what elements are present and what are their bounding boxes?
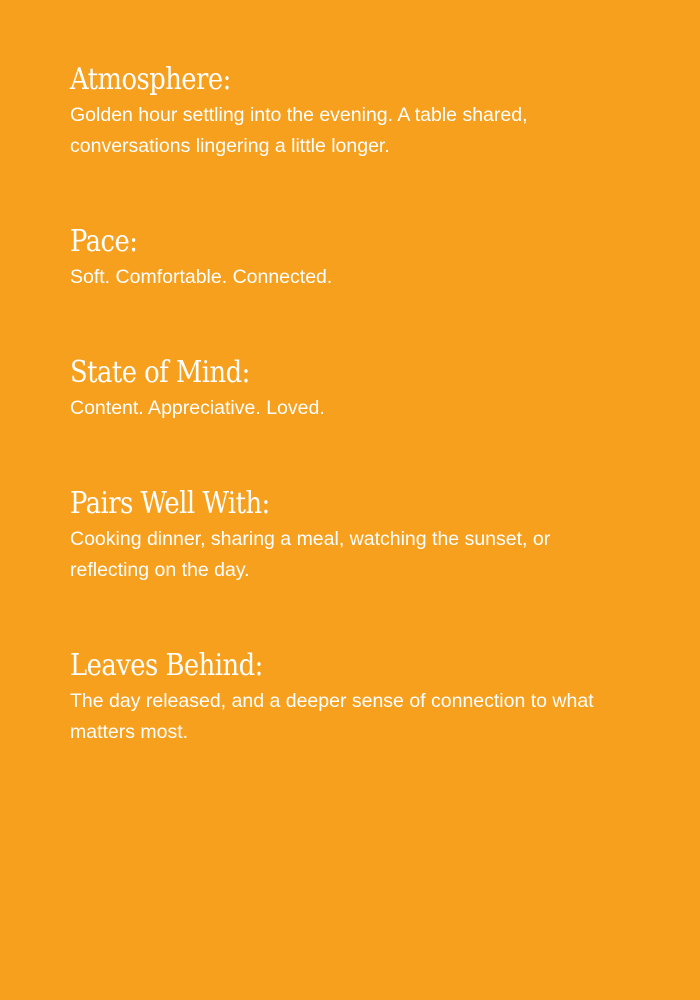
- section-pace: [70, 224, 630, 293]
- section-state-of-mind: [70, 355, 630, 424]
- section-heading: Leaves Behind:: [70, 648, 263, 683]
- section-leaves-behind: [70, 648, 630, 748]
- section-body: The day released, and a deeper sense of connection to what matters most.: [70, 690, 594, 743]
- section-heading: State of Mind:: [70, 355, 250, 390]
- section-body: Soft. Comfortable. Connected.: [70, 266, 333, 288]
- section-body: Cooking dinner, sharing a meal, watching the sunset, or reflecting on the day.: [70, 528, 551, 581]
- section-body: Content. Appreciative. Loved.: [70, 397, 325, 419]
- section-heading: Pace:: [70, 224, 138, 259]
- section-atmosphere: [70, 62, 630, 162]
- section-heading: Atmosphere:: [70, 62, 231, 97]
- section-body: Golden hour settling into the evening. A table shared, conversations lingering a little longer.: [70, 104, 528, 157]
- section-pairs-well-with: [70, 486, 630, 586]
- section-heading: Pairs Well With:: [70, 486, 270, 521]
